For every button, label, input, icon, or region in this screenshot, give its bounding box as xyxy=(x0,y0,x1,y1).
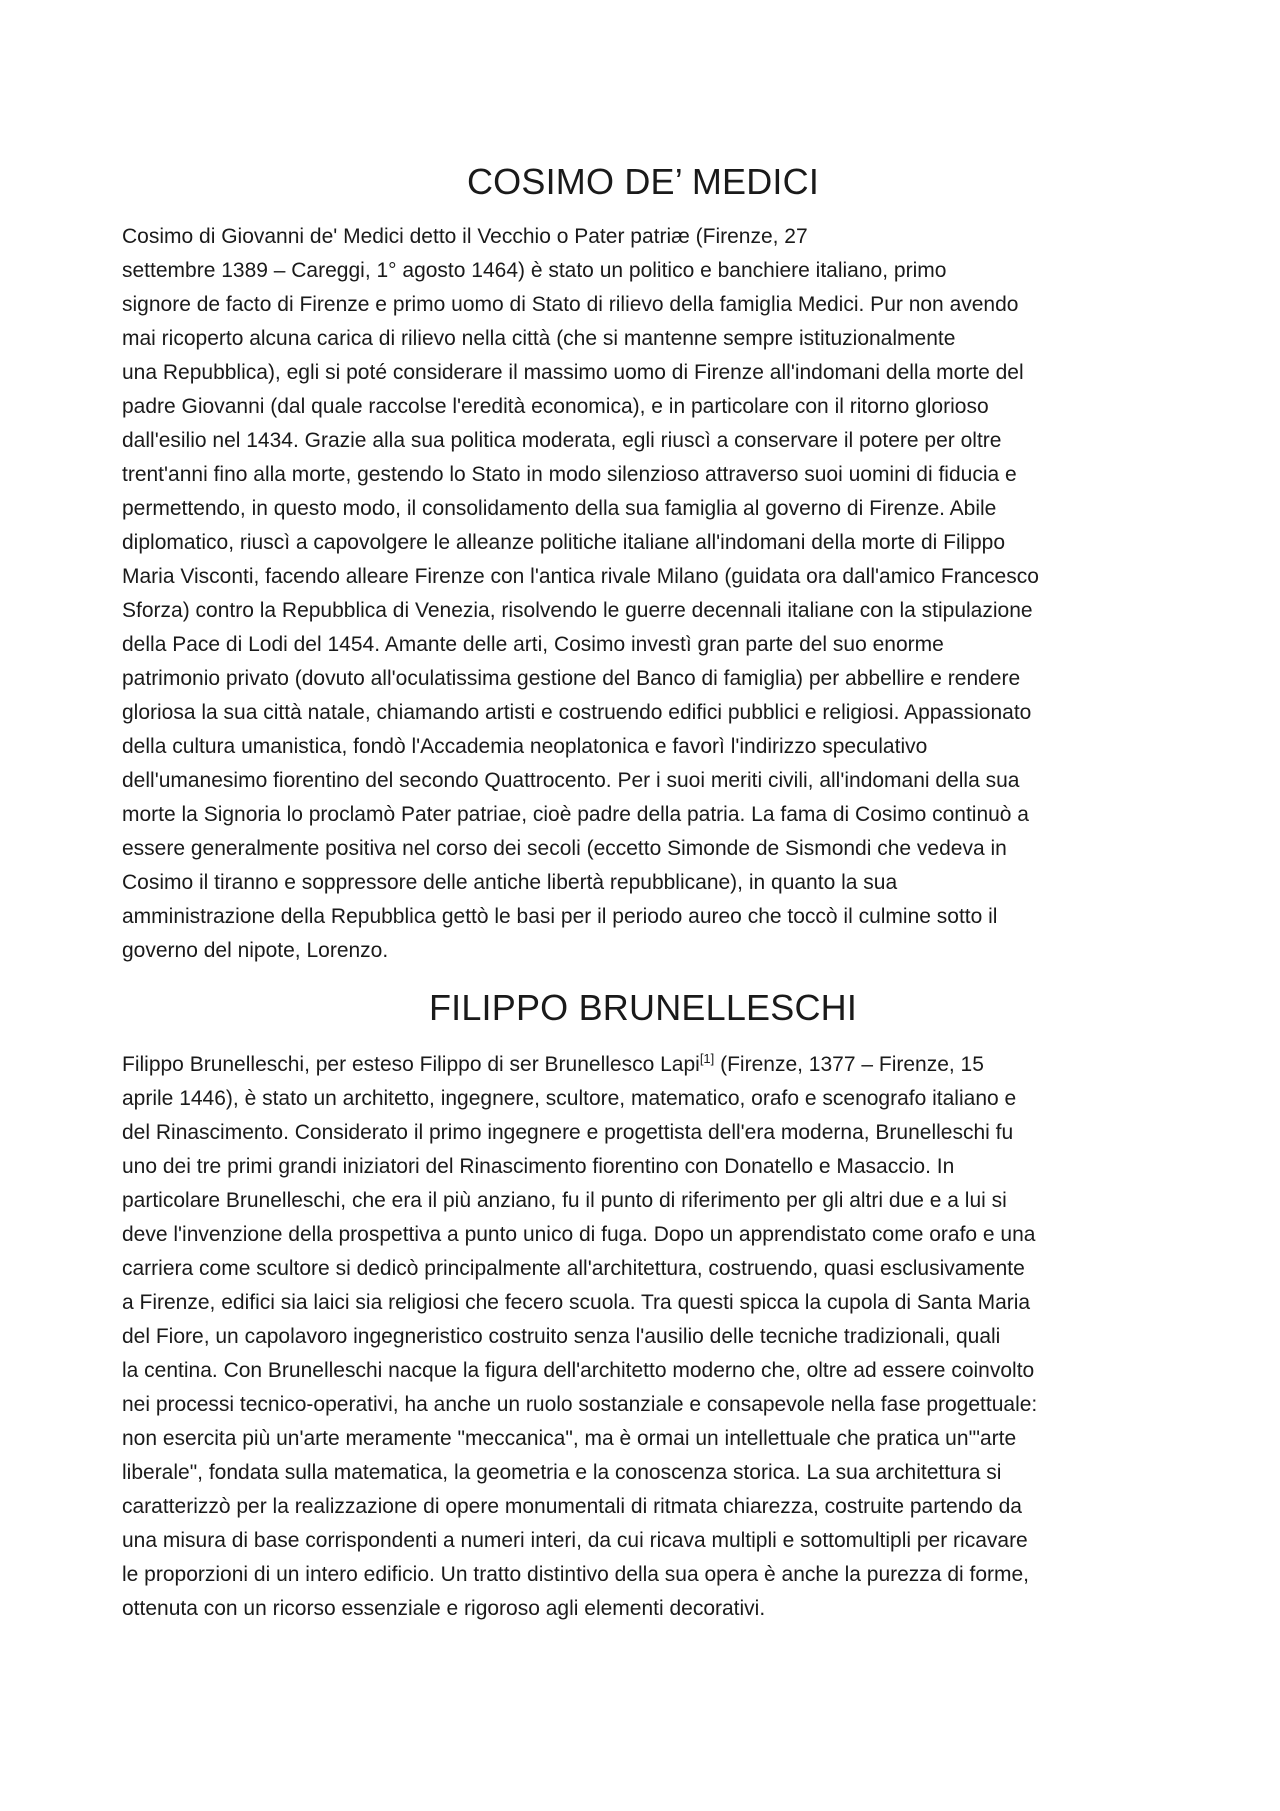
first-line-text: Filippo Brunelleschi, per esteso Filippo di ser Brunellesco Lapi xyxy=(122,1053,700,1076)
paragraph-line: amministrazione della Repubblica gettò le basi per il periodo aureo che toccò il culmine sotto il xyxy=(122,905,998,928)
paragraph-line: del Fiore, un capolavoro ingegneristico costruito senza l'ausilio delle tecniche tradizionali, quali xyxy=(122,1325,1001,1348)
paragraph-line: la centina. Con Brunelleschi nacque la figura dell'architetto moderno che, oltre ad essere coinvolto xyxy=(122,1359,1035,1382)
paragraph-line: del Rinascimento. Considerato il primo ingegnere e progettista dell'era moderna, Brunelleschi fu xyxy=(122,1121,1014,1144)
paragraph-line: della cultura umanistica, fondò l'Accademia neoplatonica e favorì l'indirizzo speculativo xyxy=(122,735,928,758)
paragraph-line: padre Giovanni (dal quale raccolse l'eredità economica), e in particolare con il ritorno glorioso xyxy=(122,395,989,418)
document-page xyxy=(122,160,1164,1626)
footnote-reference-link[interactable]: [1] xyxy=(699,1051,715,1066)
paragraph-line: morte la Signoria lo proclamò Pater patriae, cioè padre della patria. La fama di Cosimo continuò a xyxy=(122,803,1029,826)
first-line-text-continued: (Firenze, 1377 – Firenze, 15 xyxy=(714,1053,984,1076)
paragraph-line: gloriosa la sua città natale, chiamando artisti e costruendo edifici pubblici e religiosi. Appassionato xyxy=(122,701,1032,724)
paragraph-line: una Repubblica), egli si poté considerare il massimo uomo di Firenze all'indomani della morte del xyxy=(122,361,1024,384)
section-title-brunelleschi: FILIPPO BRUNELLESCHI xyxy=(428,987,858,1028)
paragraph-line: uno dei tre primi grandi iniziatori del Rinascimento fiorentino con Donatello e Masaccio. In xyxy=(122,1155,955,1178)
paragraph-line: trent'anni fino alla morte, gestendo lo Stato in modo silenzioso attraverso suoi uomini di fiducia e xyxy=(122,463,1017,486)
paragraph-line: nei processi tecnico-operativi, ha anche un ruolo sostanziale e consapevole nella fase progettuale: xyxy=(122,1393,1038,1416)
paragraph-line: signore de facto di Firenze e primo uomo di Stato di rilievo della famiglia Medici. Pur non avendo xyxy=(122,293,1019,316)
paragraph-line: Cosimo di Giovanni de' Medici detto il Vecchio o Pater patriæ (Firenze, 27 xyxy=(122,225,808,248)
paragraph-line: particolare Brunelleschi, che era il più anziano, fu il punto di riferimento per gli altri due e a lui si xyxy=(122,1189,1007,1212)
paragraph-line: settembre 1389 – Careggi, 1° agosto 1464) è stato un politico e banchiere italiano, primo xyxy=(122,259,947,282)
paragraph-line: diplomatico, riuscì a capovolgere le alleanze politiche italiane all'indomani della morte di Filippo xyxy=(122,531,1005,554)
paragraph-line: deve l'invenzione della prospettiva a punto unico di fuga. Dopo un apprendistato come orafo e una xyxy=(122,1223,1036,1246)
paragraph-line: caratterizzò per la realizzazione di opere monumentali di ritmata chiarezza, costruite partendo da xyxy=(122,1495,1022,1518)
paragraph-line: aprile 1446), è stato un architetto, ingegnere, scultore, matematico, orafo e scenografo italiano e xyxy=(122,1087,1017,1110)
paragraph-line: una misura di base corrispondenti a numeri interi, da cui ricava multipli e sottomultipli per ricavare xyxy=(122,1529,1028,1552)
paragraph-first-line xyxy=(122,1048,1164,1082)
paragraph-line: Maria Visconti, facendo alleare Firenze con l'antica rivale Milano (guidata ora dall'amico Francesco xyxy=(122,565,1039,588)
paragraph-line: dall'esilio nel 1434. Grazie alla sua politica moderata, egli riuscì a conservare il potere per oltre xyxy=(122,429,1002,452)
paragraph-line: liberale", fondata sulla matematica, la geometria e la conoscenza storica. La sua architettura si xyxy=(122,1461,1002,1484)
paragraph-line: Cosimo il tiranno e soppressore delle antiche libertà repubblicane), in quanto la sua xyxy=(122,871,898,894)
paragraph-line: governo del nipote, Lorenzo. xyxy=(122,939,389,962)
paragraph-line: non esercita più un'arte meramente "meccanica", ma è ormai un intellettuale che pratica un'"arte xyxy=(122,1427,1017,1450)
paragraph-line: patrimonio privato (dovuto all'oculatissima gestione del Banco di famiglia) per abbellire e rendere xyxy=(122,667,1021,690)
paragraph-line: dell'umanesimo fiorentino del secondo Quattrocento. Per i suoi meriti civili, all'indomani della sua xyxy=(122,769,1020,792)
paragraph-line: mai ricoperto alcuna carica di rilievo nella città (che si mantenne sempre istituzionalmente xyxy=(122,327,956,350)
paragraph-line: a Firenze, edifici sia laici sia religiosi che fecero scuola. Tra questi spicca la cupola di Santa Maria xyxy=(122,1291,1031,1314)
paragraph-brunelleschi xyxy=(122,1048,1164,1626)
paragraph-line: della Pace di Lodi del 1454. Amante delle arti, Cosimo investì gran parte del suo enorme xyxy=(122,633,944,656)
section-title-cosimo: COSIMO DE’ MEDICI xyxy=(466,161,820,202)
paragraph-line: ottenuta con un ricorso essenziale e rigoroso agli elementi decorativi. xyxy=(122,1597,766,1620)
paragraph-line: permettendo, in questo modo, il consolidamento della sua famiglia al governo di Firenze. Abile xyxy=(122,497,997,520)
paragraph-cosimo xyxy=(122,220,1164,968)
paragraph-line: Sforza) contro la Repubblica di Venezia, risolvendo le guerre decennali italiane con la stipulazione xyxy=(122,599,1033,622)
paragraph-line: le proporzioni di un intero edificio. Un tratto distintivo della sua opera è anche la purezza di forme, xyxy=(122,1563,1030,1586)
paragraph-line: carriera come scultore si dedicò principalmente all'architettura, costruendo, quasi esclusivamente xyxy=(122,1257,1025,1280)
paragraph-line: essere generalmente positiva nel corso dei secoli (eccetto Simonde de Sismondi che vedeva in xyxy=(122,837,1007,860)
